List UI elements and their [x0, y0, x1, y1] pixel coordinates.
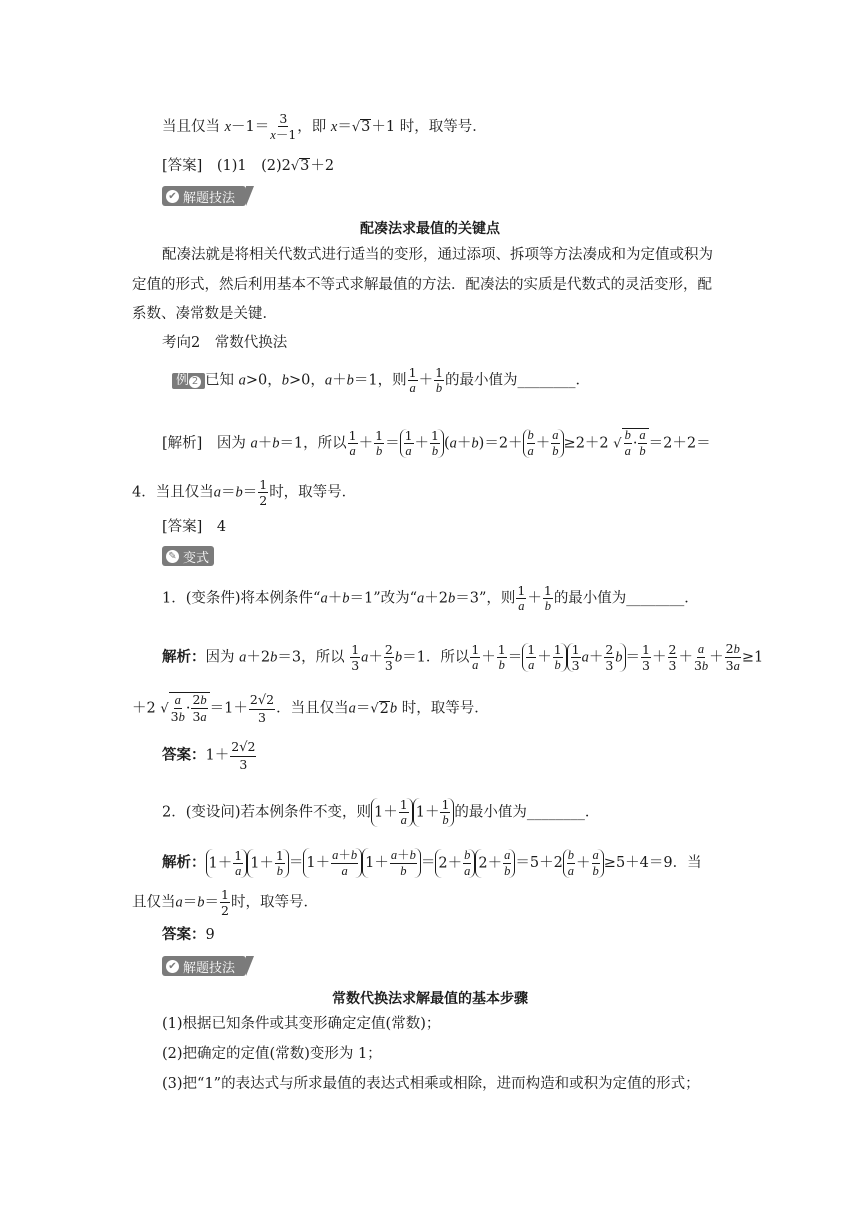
paragraph-line: 系数、凑常数是关键． — [132, 306, 277, 322]
answer-label: [答案] — [162, 158, 203, 174]
variant-2-answer — [162, 928, 215, 943]
answer-label: 答案： — [162, 927, 206, 943]
text: ．当 — [672, 855, 702, 872]
text: ．所以 — [425, 649, 470, 666]
answer-text: (1)1 (2)2 — [216, 158, 291, 174]
text: 因为 — [205, 649, 235, 666]
badge-label: 变式 — [183, 550, 210, 566]
solution-2-cont: 4．当且仅当a＝b＝ $\frac{1}{2}$ 时，取等号． — [132, 477, 357, 509]
check-icon: ✔ — [166, 190, 179, 203]
step-item: (2)把确定的定值(常数)变形为 1； — [162, 1046, 382, 1062]
text: ．当且仅当 — [276, 700, 349, 717]
pencil-icon: ✎ — [166, 550, 179, 563]
variant-badge — [162, 546, 214, 566]
variant-1-answer: 答案：1＋ $\frac{2√2}{3}$ — [162, 739, 256, 772]
kaoxiang-heading: 考向2 常数代换法 — [162, 335, 288, 351]
example-label: 例 — [176, 372, 190, 388]
section-title: 配凑法求最值的关键点 — [360, 221, 500, 237]
example-badge — [172, 373, 205, 389]
solution-label: 解析： — [162, 855, 206, 872]
variant-1: 1．(变条件)将本例条件“a＋b＝1”改为“a＋2b＝3”，则 $\frac{1}{a}$ ＋ $\frac{1}{b}$ 的最小值为________． — [162, 583, 699, 614]
variant-2: 2．(变设问)若本例条件不变，则 1＋ $\frac{1}{a}$ 1＋ $\frac{1}{b}$ 的最小值为________． — [162, 797, 600, 828]
paragraph-line: 配凑法就是将相关代数式进行适当的变形，通过添项、拆项等方法凑成和为定值或积为 — [162, 247, 713, 263]
text: 1．(变条件)将本例条件“ — [162, 590, 321, 607]
text: ”，则 — [478, 590, 516, 607]
section-title-2: 常数代换法求解最值的基本步骤 — [332, 991, 528, 1007]
answer-label: 答案： — [162, 747, 206, 764]
text: 的最小值为________． — [553, 590, 699, 607]
variant-1-solution-cont: ＋2 √ $\frac{a}{3b}$ · $\frac{2b}{3a}$ ＝1＋ $\frac{2√2}{3}$ ．当且仅当a＝√2b 时，取等号． — [132, 692, 489, 725]
text: 的最小值为________． — [454, 804, 600, 821]
text: ，所以 — [303, 435, 347, 452]
text: ．当且仅当 — [141, 484, 214, 501]
text: 时，取等号． — [269, 484, 357, 501]
variant-1-solution: 解析：因为 a＋2b＝3，所以 $\frac{1}{3}$ a＋ $\frac{2}{3}$ b＝1．所以 $\frac{1}{a}$ ＋ $\frac{1}{b}$ ＝ $\frac{1}{a}$ ＋ $\frac{1}{b}$ $\frac{1}{3}$ a＋ $\frac{2}{3}$ b ＝ $\frac{1}{3}$ ＋ $\frac{2}{3}$ ＋ $\frac{a}{3b}$ ＋ $\frac{2b}{3a}$ ≥1 — [162, 641, 764, 674]
text: 时，取等号． — [401, 700, 489, 717]
text: 时，取等号． — [399, 119, 487, 136]
text: ，即 — [297, 119, 327, 136]
text: 时，取等号． — [230, 894, 318, 911]
badge-label: 解题技法 — [183, 960, 236, 976]
text: ，所以 — [301, 649, 345, 666]
step-item: (1)根据已知条件或其变形确定定值(常数)； — [162, 1016, 441, 1032]
method-tips-badge — [162, 186, 246, 206]
solution-label: [解析] — [162, 435, 203, 452]
method-tips-badge-2 — [162, 956, 246, 976]
solution-2: [解析] 因为 a＋b＝1，所以 $\frac{1}{a}$ ＋ $\frac{1}{b}$ ＝ $\frac{1}{a}$ ＋ $\frac{1}{b}$ (a＋b)＝2＋ $\frac{b}{a}$ ＋ $\frac{a}{b}$ ≥2＋2 √ $\frac{b}{a}$ · $\frac{a}{b}$ ＝2＋2＝ — [162, 428, 711, 459]
variant-2-solution-cont: 且仅当a＝b＝ $\frac{1}{2}$ 时，取等号． — [132, 887, 318, 919]
line-equality-condition: 当且仅当 x－1＝ $\frac{3}{x-1}$ ，即 x＝√3＋1 时，取等号． — [162, 111, 487, 143]
answer-2 — [162, 520, 226, 535]
answer-text: 9 — [205, 927, 215, 943]
solution-label: 解析： — [162, 649, 206, 666]
check-icon: ✔ — [166, 960, 179, 973]
answer-text: 4 — [216, 519, 227, 535]
text: 已知 — [205, 372, 235, 389]
text: 的最小值为________． — [445, 372, 591, 389]
text: ”改为“ — [373, 590, 418, 607]
text: 因为 — [216, 435, 246, 452]
variant-2-solution: 解析： 1＋ $\frac{1}{a}$ 1＋ $\frac{1}{b}$ ＝ 1＋ $\frac{a+b}{a}$ 1＋ $\frac{a+b}{b}$ ＝ 2＋ $\frac{b}{a}$ 2＋ $\frac{a}{b}$ ＝5＋2 $\frac{b}{a}$ ＋ $\frac{a}{b}$ ≥5＋4＝9．当 — [162, 847, 702, 879]
answer-1: [答案] (1)1 (2)2√3＋2 — [162, 158, 335, 174]
example-2: 例 2 已知 a>0，b>0，a＋b＝1，则 $\frac{1}{a}$ ＋ $\frac{1}{b}$ 的最小值为________． — [172, 366, 590, 395]
answer-label: [答案] — [162, 519, 203, 535]
text: 且仅当 — [132, 894, 176, 911]
badge-label: 解题技法 — [183, 190, 236, 206]
text: 当且仅当 — [162, 119, 220, 136]
text: 2．(变设问)若本例条件不变，则 — [162, 804, 372, 821]
example-number: 2 — [189, 376, 201, 388]
step-item: (3)把“1”的表达式与所求最值的表达式相乘或相除，进而构造和或积为定值的形式； — [162, 1076, 700, 1092]
paragraph-line: 定值的形式，然后利用基本不等式求解最值的方法．配凑法的实质是代数式的灵活变形，配 — [132, 277, 712, 293]
